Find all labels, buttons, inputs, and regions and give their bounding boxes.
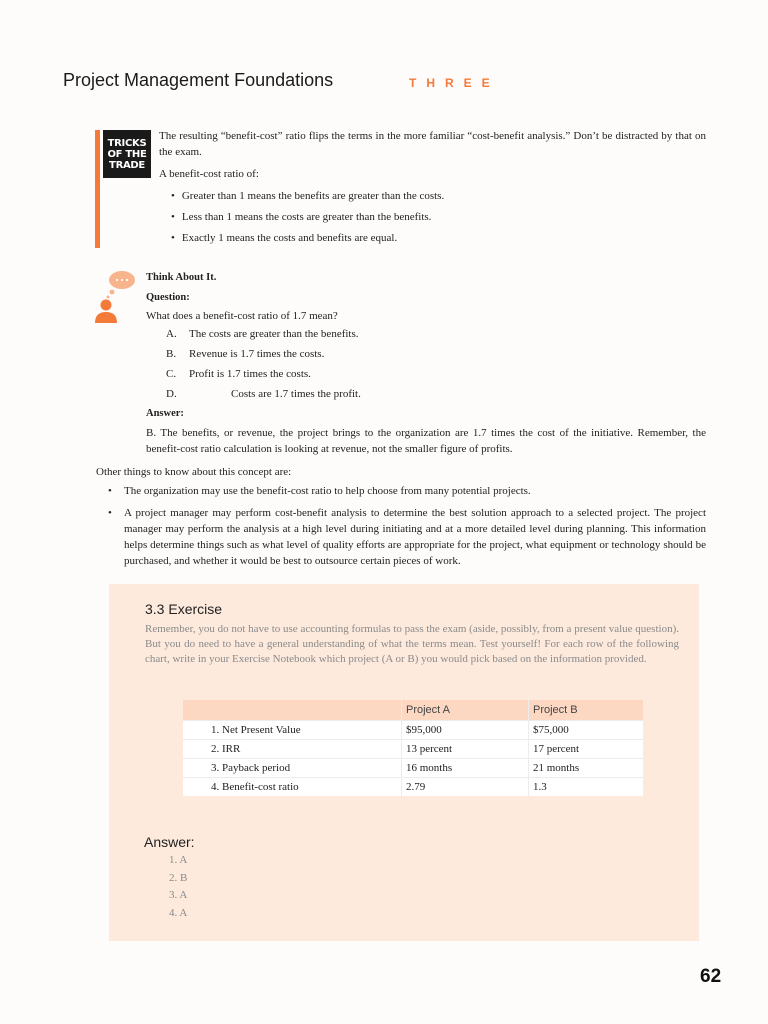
list-item: • A project manager may perform cost-benefit analysis to determine the best solution approach to a selected project. The project manager may perform the analysis at a high level during initiating and at a more detailed level during planning. This information helps determine things such as what level of quality efforts are appropriate for the project, what equipment or technology should be purchased, and whether it would be best to outsource certain pieces of work. [124, 505, 706, 569]
exercise-answer-title: Answer: [144, 834, 195, 850]
list-item: 3. A [169, 889, 188, 901]
answer-label: Answer: [146, 408, 184, 419]
tricks-lead: A benefit-cost ratio of: [159, 168, 259, 180]
table-cell: 2. IRR [183, 740, 402, 759]
table-cell: 1.3 [529, 778, 644, 797]
other-bullet-list [96, 483, 706, 569]
table-cell: 13 percent [402, 740, 529, 759]
page-header-title: Project Management Foundations [63, 70, 334, 90]
exercise-box [109, 584, 699, 941]
list-item: 1. A [169, 854, 188, 866]
table-header-cell [183, 700, 402, 721]
table-cell: 16 months [402, 759, 529, 778]
table-header-row [183, 700, 643, 721]
page-number: 62 [700, 966, 722, 987]
option-letter: C. [166, 368, 177, 380]
tricks-intro: The resulting “benefit-cost” ratio flips the terms in the more familiar “cost-benefit analysis.” Don’t be distracted by that on the exam. [159, 130, 706, 158]
option-d [166, 386, 706, 402]
exercise-answer-list [169, 852, 187, 922]
list-item: 2. B [169, 871, 188, 884]
table-row [183, 759, 643, 778]
other-intro: Other things to know about this concept are: [96, 466, 292, 478]
option-b [166, 346, 706, 362]
question-text: What does a benefit-cost ratio of 1.7 mean? [146, 310, 338, 322]
table-cell: 2.79 [402, 778, 529, 797]
list-item: • The organization may use the benefit-cost ratio to help choose from many potential projects. [124, 483, 706, 499]
option-letter: D. [166, 388, 177, 400]
option-text: Costs are 1.7 times the profit. [231, 388, 361, 400]
option-text: Revenue is 1.7 times the costs. [189, 348, 325, 360]
list-item: • Less than 1 means the costs are greater than the benefits. [171, 209, 706, 225]
table-cell: 21 months [529, 759, 644, 778]
exercise-table [183, 700, 643, 796]
think-heading: Think About It. [146, 272, 217, 283]
tricks-text [159, 128, 706, 251]
answer-text: B. The benefits, or revenue, the project brings to the organization are 1.7 times the cost of the initiative. Remember, the benefit-cost ratio calculation is looking at revenue, not the smaller figure of profits. [146, 427, 706, 455]
table-cell: 4. Benefit-cost ratio [183, 778, 402, 797]
logo-line: TRADE [109, 159, 145, 171]
table-cell: 3. Payback period [183, 759, 402, 778]
logo-line: OF THE [107, 148, 147, 160]
table-cell: $75,000 [529, 721, 644, 740]
tricks-accent-bar [95, 130, 100, 248]
other-things-section [96, 464, 706, 575]
option-letter: A. [166, 328, 177, 340]
thinking-person-icon [92, 268, 140, 326]
logo-line: TRICKS [107, 137, 147, 149]
list-item: • Exactly 1 means the costs and benefits are equal. [171, 230, 706, 246]
table-header-cell: Project B [529, 700, 644, 721]
table-cell: $95,000 [402, 721, 529, 740]
chapter-label: THREE [409, 76, 500, 90]
table-row [183, 721, 643, 740]
exercise-instructions: Remember, you do not have to use accounting formulas to pass the exam (aside, possibly, from a present value question). But you do need to have a general understanding of what the terms mean. Test yourself! For each row of the following chart, write in your Exercise Notebook which project (A or B) you would pick based on the information provided. [145, 623, 679, 665]
list-item: 4. A [169, 906, 188, 919]
tricks-bullet-list [159, 188, 706, 246]
table-row [183, 778, 643, 797]
table-cell: 1. Net Present Value [183, 721, 402, 740]
tricks-of-the-trade-logo [103, 130, 151, 178]
option-a [166, 326, 706, 342]
list-item: • Greater than 1 means the benefits are greater than the costs. [171, 188, 706, 204]
option-c [166, 366, 706, 382]
exercise-title: 3.3 Exercise [145, 601, 223, 617]
question-label: Question: [146, 292, 190, 303]
think-about-it-section [146, 270, 706, 457]
table-row [183, 740, 643, 759]
answer-options [166, 326, 706, 402]
table-header-cell: Project A [402, 700, 529, 721]
option-letter: B. [166, 348, 177, 360]
option-text: Profit is 1.7 times the costs. [189, 368, 311, 380]
option-text: The costs are greater than the benefits. [189, 328, 359, 340]
table-cell: 17 percent [529, 740, 644, 759]
